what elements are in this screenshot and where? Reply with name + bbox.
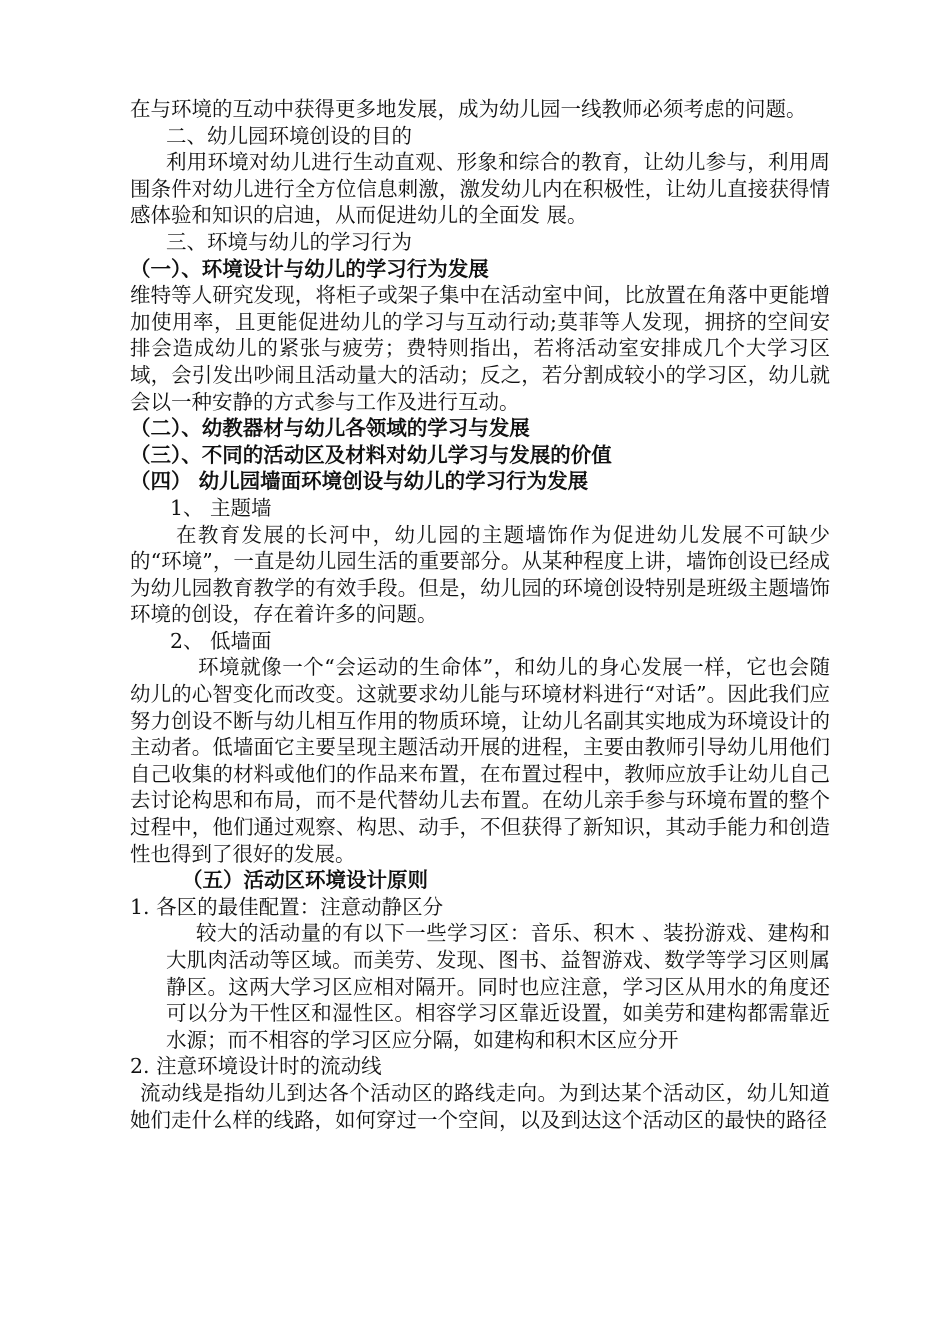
document-page [130, 96, 830, 1133]
heading-section-2: （二）、幼教器材与幼儿各领域的学习与发展 [130, 416, 530, 441]
list-item-title-2: 2. 注意环境设计时的流动线 [130, 1054, 382, 1079]
heading-section-1: （一）、环境设计与幼儿的学习行为发展 [130, 256, 489, 281]
heading-learning-behavior: 三、环境与幼儿的学习行为 [166, 229, 412, 254]
paragraph-research: 维特等人研究发现，将柜子或架子集中在活动室中间，比放置在角落中更能增加使用率，且更能促进幼儿的学习与互动行动;莫菲等人发现，拥挤的空间安排会造成幼儿的紧张与疲劳；费特则指出，若将活动室安排成几个大学习区域，会引发出吵闹且活动量大的活动；反之，若分割成较小的学习区，幼儿就会以一种安静的方式参与工作及进行互动。 [130, 283, 830, 414]
paragraph-theme-wall: 在教育发展的长河中，幼儿园的主题墙饰作为促进幼儿发展不可缺少的“环境”，一直是幼儿园生活的重要部分。从某种程度上讲，墙饰创设已经成为幼儿园教育教学的有效手段。但是，幼儿园的环境创设特别是班级主题墙饰环境的创设，存在着许多的问题。 [130, 522, 830, 627]
paragraph-low-wall: 环境就像一个“会运动的生命体”，和幼儿的身心发展一样，它也会随幼儿的心智变化而改变。这就要求幼儿能与环境材料进行“对话”。因此我们应努力创设不断与幼儿相互作用的物质环境，让幼儿名副其实地成为环境设计的主动者。低墙面它主要呈现主题活动开展的进程，主要由教师引导幼儿用他们自己收集的材料或他们的作品来布置，在布置过程中，教师应放手让幼儿自己去讨论构思和布局，而不是代替幼儿去布置。在幼儿亲手参与环境布置的整个过程中，他们通过观察、构思、动手，不但获得了新知识，其动手能力和创造性也得到了很好的发展。 [130, 655, 830, 866]
list-item-text-1: 较大的活动量的有以下一些学习区：音乐、积木 、装扮游戏、建构和大肌肉活动等区域。而美劳、发现、图书、益智游戏、数学等学习区则属静区。这两大学习区应相对隔开。同时也应注意，学习区从用水的角度还可以分为干性区和湿性区。相容学习区靠近设置，如美劳和建构都需靠近水源；而不相容的学习区应分隔，如建构和积木区应分开 [166, 921, 830, 1052]
item-low-wall: 2、 低墙面 [170, 628, 272, 653]
paragraph-purpose: 利用环境对幼儿进行生动直观、形象和综合的教育，让幼儿参与，利用周围条件对幼儿进行全方位信息刺激，激发幼儿内在积极性，让幼儿直接获得情感体验和知识的启迪，从而促进幼儿的全面发 展。 [130, 150, 830, 228]
list-item-body-1 [130, 920, 830, 1053]
heading-section-4: （四） 幼儿园墙面环境创设与幼儿的学习行为发展 [130, 469, 589, 494]
paragraph-intro: 在与环境的互动中获得更多地发展，成为幼儿园一线教师必须考虑的问题。 [130, 97, 807, 121]
list-activity-principles [130, 894, 830, 1080]
item-theme-wall: 1、 主题墙 [170, 495, 272, 520]
paragraph-flow-line: 流动线是指幼儿到达各个活动区的路线走向。为到达某个活动区，幼儿知道她们走什么样的线路，如何穿过一个空间，以及到达这个活动区的最快的路径 [130, 1080, 830, 1132]
heading-section-5: （五）活动区环境设计原则 [182, 868, 428, 893]
heading-section-3: （三）、不同的活动区及材料对幼儿学习与发展的价值 [130, 442, 612, 467]
list-item-title-1: 1. 各区的最佳配置：注意动静区分 [130, 894, 444, 919]
heading-purpose: 二、幼儿园环境创设的目的 [166, 123, 412, 148]
